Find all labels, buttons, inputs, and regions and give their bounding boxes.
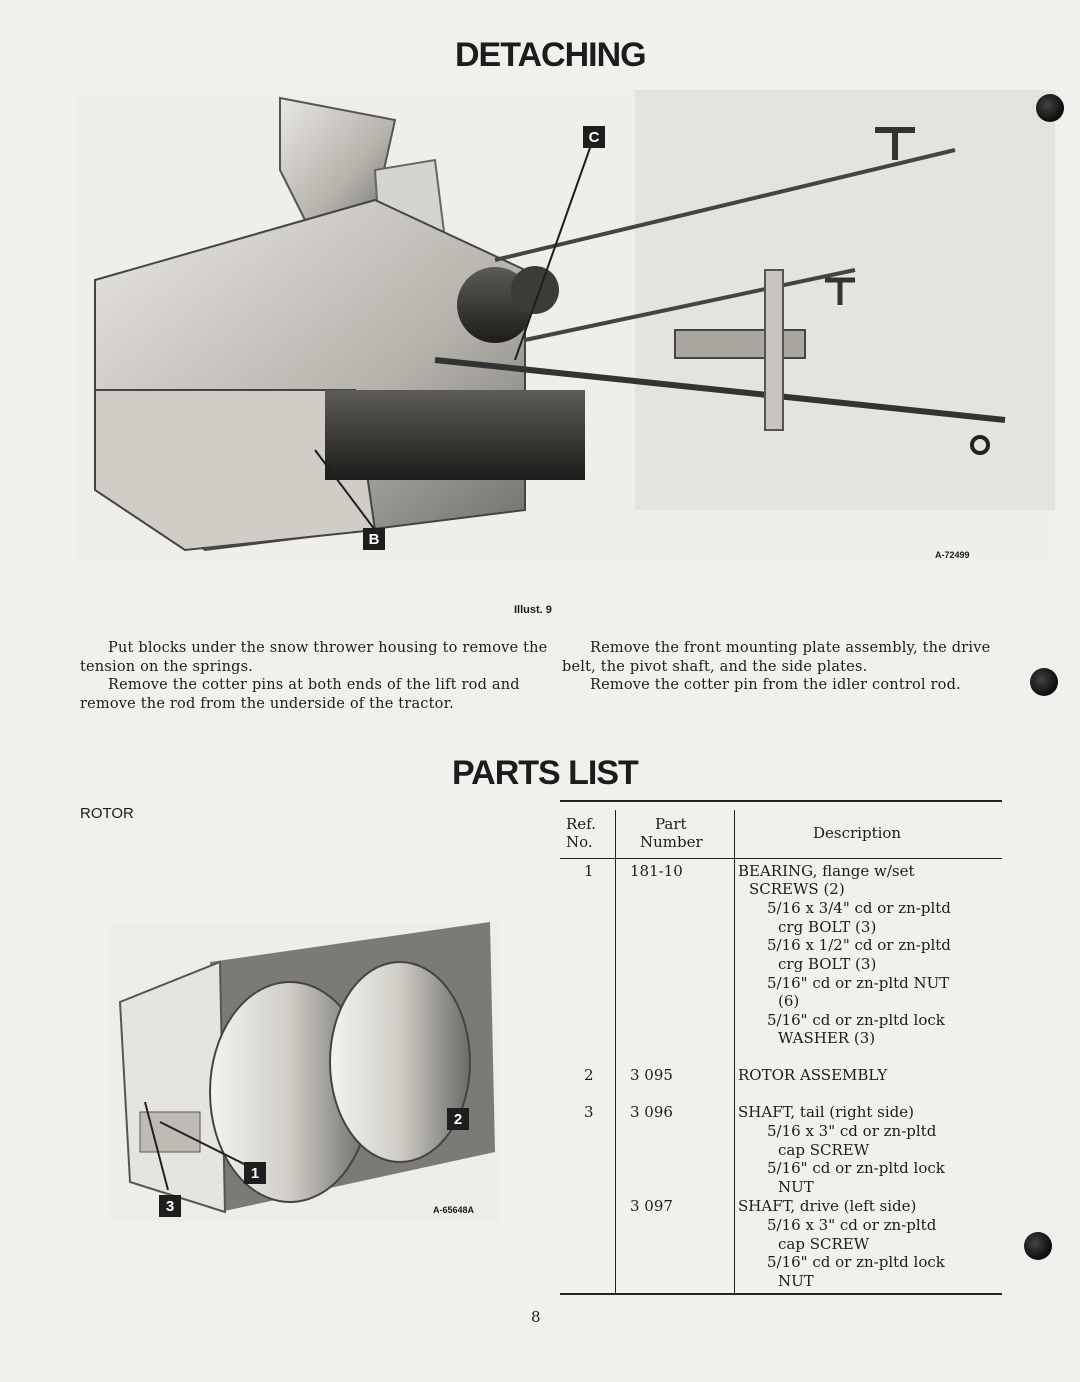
col-header-part: Number — [640, 833, 703, 851]
callout-c: C — [583, 126, 605, 148]
description-line: 5/16 x 3" cd or zn-pltd — [767, 1216, 937, 1234]
description-line: cap SCREW — [778, 1141, 870, 1159]
description-line: 5/16 x 3/4" cd or zn-pltd — [767, 899, 951, 917]
part-number: 3 096 — [630, 1103, 673, 1121]
col-header-part: Part — [655, 815, 687, 833]
illustration-code: A-72499 — [935, 550, 970, 560]
illustration-caption: Illust. 9 — [514, 604, 552, 616]
instructions-right — [562, 639, 1002, 695]
snow-thrower-drawing — [75, 90, 1055, 560]
description-line: NUT — [778, 1178, 814, 1196]
description-line: NUT — [778, 1272, 814, 1290]
parts-list-heading: PARTS LIST — [452, 754, 638, 792]
instructions-left — [80, 639, 550, 713]
instruction-paragraph: Remove the cotter pins at both ends of the lift rod and remove the rod from the underside of the tractor. — [80, 677, 520, 712]
instruction-paragraph: Remove the cotter pin from the idler control rod. — [590, 677, 961, 693]
col-header-ref: Ref. — [566, 815, 596, 833]
table-divider — [615, 810, 616, 1293]
punch-hole — [1024, 1232, 1052, 1260]
description-line: 5/16" cd or zn-pltd lock — [767, 1011, 945, 1029]
punch-hole — [1036, 94, 1064, 122]
callout-b: B — [363, 528, 385, 550]
callout-2: 2 — [447, 1108, 469, 1130]
description-line: SCREWS (2) — [749, 880, 845, 898]
ref-number: 1 — [584, 862, 594, 880]
col-header-description: Description — [813, 824, 902, 842]
description-line: 5/16" cd or zn-pltd NUT — [767, 974, 950, 992]
description-line: 5/16 x 3" cd or zn-pltd — [767, 1122, 937, 1140]
ref-number: 2 — [584, 1066, 594, 1084]
description-line: SHAFT, tail (right side) — [738, 1103, 914, 1121]
instruction-paragraph: Put blocks under the snow thrower housing to remove the tension on the springs. — [80, 640, 548, 675]
table-top-rule — [560, 800, 1002, 802]
description-line: crg BOLT (3) — [778, 955, 877, 973]
table-divider — [734, 810, 735, 1293]
page-number: 8 — [531, 1308, 541, 1326]
part-number: 3 095 — [630, 1066, 673, 1084]
instruction-paragraph: Remove the front mounting plate assembly, the drive belt, the pivot shaft, and the side plates. — [562, 640, 991, 675]
snow-thrower-photo — [75, 90, 1055, 560]
description-line: ROTOR ASSEMBLY — [738, 1066, 888, 1084]
part-number: 3 097 — [630, 1197, 673, 1215]
description-line: crg BOLT (3) — [778, 918, 877, 936]
rotor-photo — [110, 922, 500, 1222]
description-line: 5/16" cd or zn-pltd lock — [767, 1159, 945, 1177]
parts-table — [560, 800, 1010, 1300]
description-line: WASHER (3) — [778, 1029, 876, 1047]
description-line: 5/16 x 1/2" cd or zn-pltd — [767, 936, 951, 954]
callout-3: 3 — [159, 1195, 181, 1217]
description-line: BEARING, flange w/set — [738, 862, 915, 880]
description-line: cap SCREW — [778, 1235, 870, 1253]
description-line: SHAFT, drive (left side) — [738, 1197, 917, 1215]
page-title: DETACHING — [455, 36, 646, 74]
ref-number: 3 — [584, 1103, 594, 1121]
section-label: ROTOR — [80, 805, 134, 822]
rotor-drawing — [110, 922, 500, 1222]
illustration-code-2: A-65648A — [433, 1205, 475, 1215]
table-header-rule — [560, 858, 1002, 859]
callout-1: 1 — [244, 1162, 266, 1184]
description-line: (6) — [778, 992, 800, 1010]
table-bottom-rule — [560, 1293, 1002, 1295]
part-number: 181-10 — [630, 862, 683, 880]
col-header-ref: No. — [566, 833, 593, 851]
description-line: 5/16" cd or zn-pltd lock — [767, 1253, 945, 1271]
punch-hole — [1030, 668, 1058, 696]
